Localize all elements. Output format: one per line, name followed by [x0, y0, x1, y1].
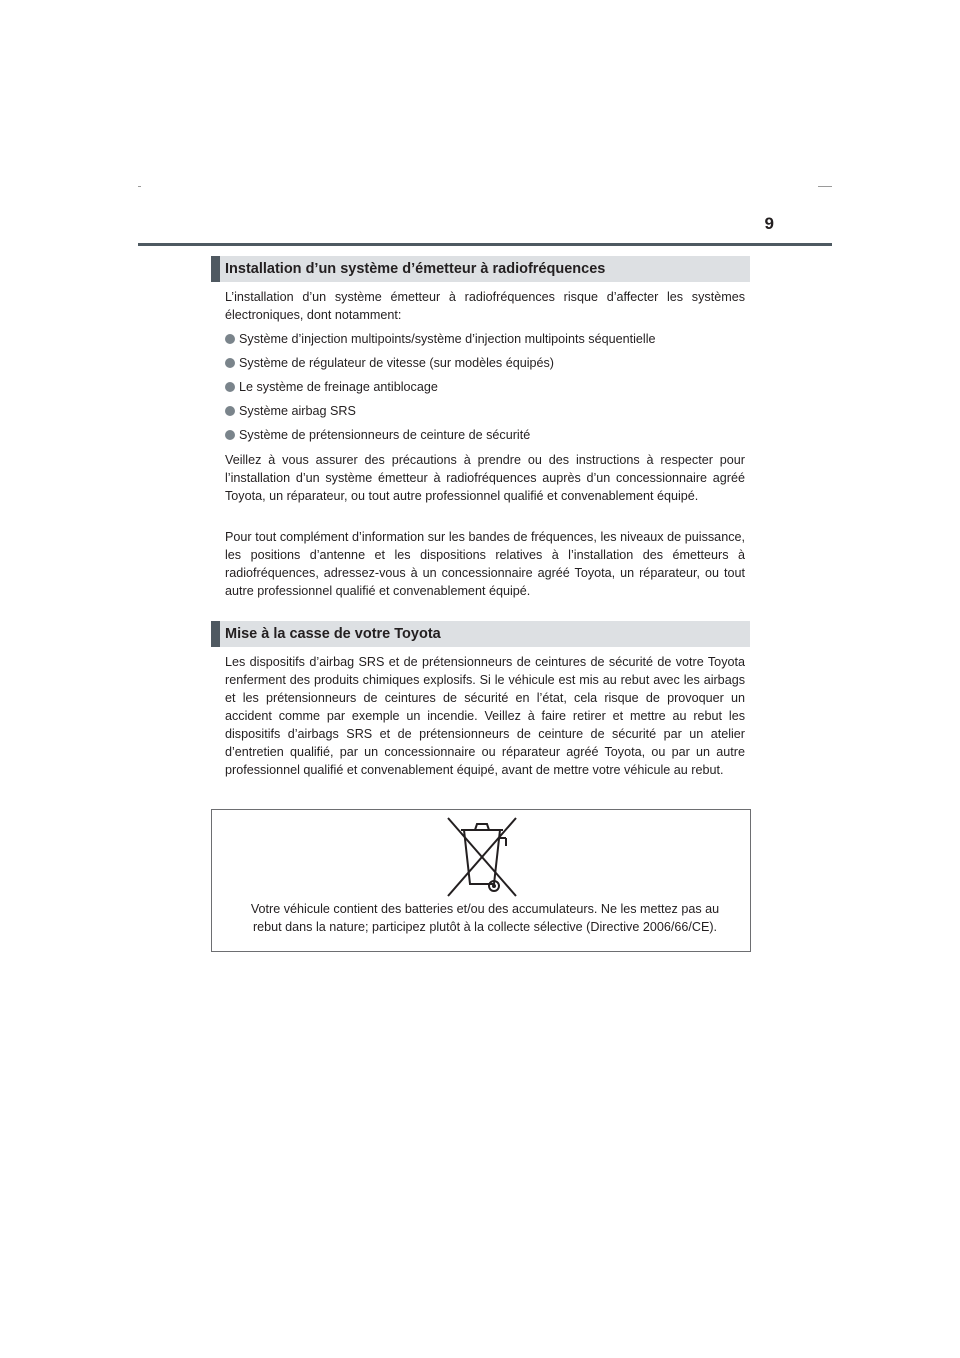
crop-mark-left: [138, 186, 141, 187]
bullet-icon: [225, 358, 235, 368]
crossed-out-wheelie-bin-icon: [442, 814, 522, 898]
page-number: 9: [764, 214, 774, 233]
list-item-text: Système de régulateur de vitesse (sur modèles équipés): [239, 356, 555, 370]
bullet-icon: [225, 406, 235, 416]
list-item-text: Système d’injection multipoints/système d’injection multipoints séquentielle: [239, 332, 656, 346]
list-item: [225, 402, 745, 420]
battery-disposal-notice: [211, 809, 751, 952]
list-item-text: Système de prétensionneurs de ceinture de sécurité: [239, 428, 531, 442]
frequency-info-paragraph: Pour tout complément d’information sur les bandes de fréquences, les niveaux de puissance, les positions d’antenne et les dispositions relatives à l’installation des émetteurs à radiofréquences, adressez-vous à un concessionnaire agréé Toyota, un réparateur, ou tout autre professionnel qualifié et convenablement équipé.: [225, 530, 745, 598]
section-header-vehicle-scrapping: Mise à la casse de votre Toyota: [211, 621, 750, 647]
list-item: [225, 330, 745, 348]
scrapping-paragraph: Les dispositifs d’airbag SRS et de prétensionneurs de ceintures de sécurité de votre Toyota renferment des produits chimiques explosifs. Si le véhicule est mis au rebut avec les airbags et les prétensionneurs de ceintures de sécurité en l’état, cela risque de provoquer un accident comme par exemple un incendie. Veillez à faire retirer et mettre au rebut les dispositifs d’airbags SRS et de prétensionneurs de ceinture de sécurité par un atelier d’entretien qualifié, par un concessionnaire ou réparateur agréé Toyota, ou par un autre professionnel qualifié et convenablement équipé, avant de mettre votre véhicule au rebut.: [225, 655, 745, 777]
list-item: [225, 354, 745, 372]
list-item-text: Système airbag SRS: [239, 404, 356, 418]
crop-mark-right: [818, 186, 832, 187]
list-item: [225, 426, 745, 444]
bullet-icon: [225, 430, 235, 440]
intro-paragraph: L’installation d’un système émetteur à radiofréquences risque d’affecter les systèmes électroniques, dont notamment:: [225, 290, 745, 322]
battery-notice-text: [228, 900, 742, 936]
top-rule: [138, 243, 832, 246]
bullet-icon: [225, 334, 235, 344]
list-item-text: Le système de freinage antiblocage: [239, 380, 438, 394]
bullet-icon: [225, 382, 235, 392]
battery-notice-line-2: rebut dans la nature; participez plutôt à la collecte sélective (Directive 2006/66/CE).: [252, 920, 718, 934]
dealer-instructions-paragraph: Veillez à vous assurer des précautions à prendre ou des instructions à respecter pour l’installation d’un système émetteur à radiofréquences auprès d’un concessionnaire agréé Toyota, un réparateur, ou tout autre professionnel qualifié et convenablement équipé.: [225, 453, 745, 503]
section-header-radio-transmitter: Installation d’un système d’émetteur à radiofréquences: [211, 256, 750, 282]
list-item: [225, 378, 745, 396]
battery-notice-line-1: Votre véhicule contient des batteries et/ou des accumulateurs. Ne les mettez pas au: [250, 902, 720, 916]
